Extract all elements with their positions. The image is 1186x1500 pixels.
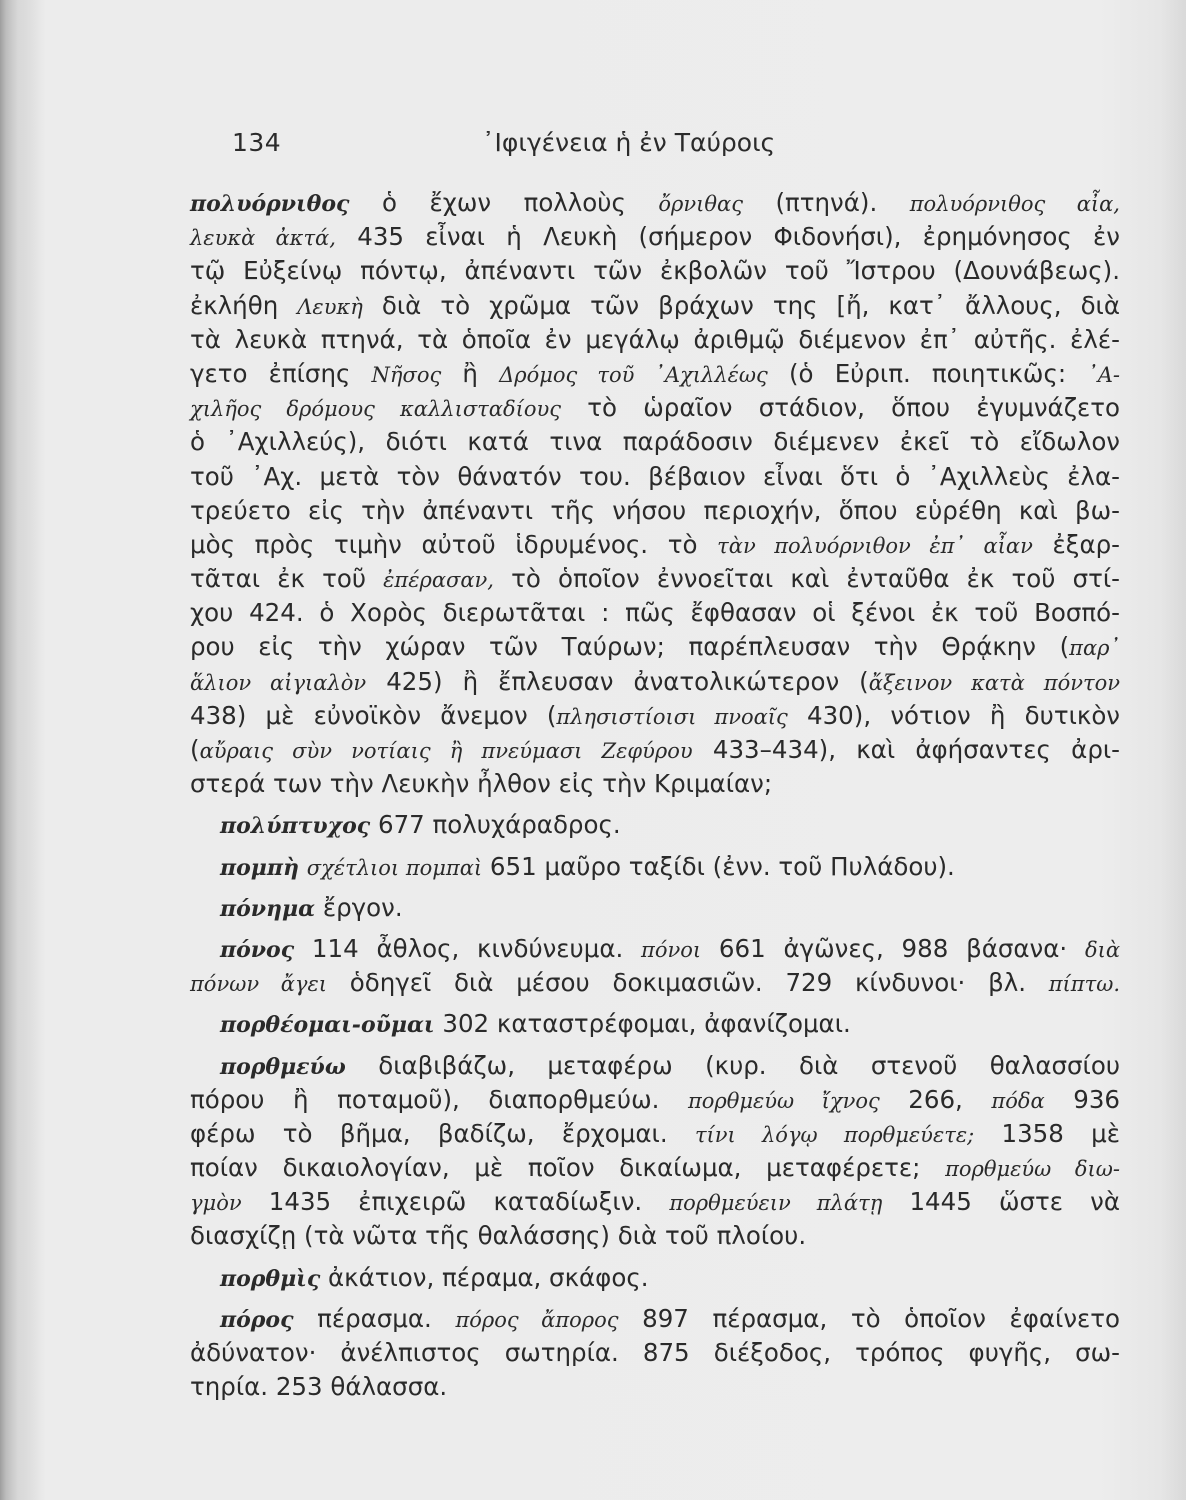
text-line (190, 630, 1120, 664)
text-run: τὰ λευκὰ πτηνά, τὰ ὁποῖα ἐν μεγάλῳ ἀριθμῷ διέμενον ἐπ᾿ αὐτῆς. ἐλέ- (190, 324, 1120, 354)
text-line (190, 1117, 1120, 1151)
quoted-phrase: τὰν πολυόρνιθον ἐπ᾿ αἶαν (717, 533, 1033, 558)
text-run: ἀκάτιον, πέραμα, σκάφος. (320, 1262, 649, 1292)
quoted-phrase: διὰ (1084, 937, 1121, 962)
text-run: ὁ ἔχων πολλοὺς (349, 188, 659, 217)
text-run: 425) ἢ ἔπλευσαν ἀνατολικώτερον ( (366, 666, 869, 696)
text-line (190, 323, 1120, 357)
text-run: 114 ἆθλος, κινδύνευμα. (294, 933, 642, 963)
text-line (190, 596, 1120, 630)
text-run: τῷ Εὐξείνῳ πόντῳ, ἀπέναντι τῶν ἐκβολῶν τοῦ Ἴστρου (Δουνάβεως). (190, 256, 1120, 286)
text-line (190, 460, 1120, 494)
text-run: 266, (879, 1084, 992, 1114)
quoted-phrase: Λευκὴ (297, 294, 363, 319)
text-run: χου 424. ὁ Χορὸς διερωτᾶται : πῶς ἔφθασαν οἱ ξένοι ἐκ τοῦ Βοσπό- (190, 598, 1120, 628)
text-line (190, 932, 1120, 966)
text-line (190, 665, 1120, 699)
running-header (232, 128, 812, 168)
text-line (190, 186, 1120, 220)
text-run: 430), νότιον ἢ δυτικὸν (787, 700, 1120, 730)
text-run: διαβιβάζω, μεταφέρω (κυρ. διὰ στενοῦ θαλασσίου (345, 1050, 1120, 1080)
text-line (190, 808, 1120, 842)
text-line (190, 1007, 1120, 1041)
headword: πολύπτυχος (220, 813, 371, 840)
text-line (190, 767, 1120, 801)
text-run: ἐξαρ- (1032, 529, 1120, 559)
text-run: 677 πολυχάραδρος. (370, 810, 621, 840)
quoted-phrase: ἄξεινον κατὰ πόντον (868, 670, 1120, 695)
quoted-phrase: πορθμεύω διω- (945, 1157, 1120, 1182)
quoted-phrase: λευκὰ ἀκτά, (190, 226, 336, 251)
text-run: 651 μαῦρο ταξίδι (ἐνν. τοῦ Πυλάδου). (482, 851, 955, 881)
quoted-phrase: αὔραις σὺν νοτίαις ἢ πνεύμασι Ζεφύρου (199, 739, 693, 763)
text-line (190, 562, 1120, 596)
headword: πορθμὶς (220, 1265, 321, 1292)
quoted-phrase: πόνων ἄγει (190, 972, 327, 997)
text-run: 433–434), καὶ ἀφήσαντες ἀρι- (692, 735, 1121, 764)
text-line (190, 891, 1120, 925)
headword: πομπὴ (220, 854, 299, 881)
text-run: ἢ (441, 358, 500, 388)
text-line (190, 391, 1120, 425)
text-line (190, 733, 1120, 767)
headword: πορθέομαι-οῦμαι (220, 1012, 435, 1039)
text-line (190, 289, 1120, 323)
quoted-phrase: πίπτω. (1048, 972, 1120, 997)
quoted-phrase: πλησιστίοισι πνοαῖς (556, 704, 788, 729)
headword: πόνημα (220, 895, 316, 922)
page-spine-shadow (0, 0, 46, 1500)
text-run: ἀδύνατον· ἀνέλπιστος σωτηρία. 875 διέξοδος, τρόπος φυγῆς, σω- (190, 1338, 1120, 1367)
text-run: 302 καταστρέφομαι, ἀφανίζομαι. (434, 1009, 851, 1039)
quoted-phrase: πολυόρνιθος αἶα, (909, 192, 1120, 216)
text-run: 897 πέρασμα, τὸ ὁποῖον ἐφαίνετο (618, 1303, 1120, 1333)
text-run: τὸ ὁποῖον ἐννοεῖται καὶ ἐνταῦθα ἐκ τοῦ στί- (493, 564, 1120, 594)
quoted-phrase: πορθμεύειν πλάτῃ (669, 1191, 883, 1216)
text-line (190, 1261, 1120, 1295)
text-line (190, 1336, 1120, 1370)
quoted-phrase: τίνι λόγῳ πορθμεύετε; (694, 1122, 975, 1147)
text-run: φέρω τὸ βῆμα, βαδίζω, ἔρχομαι. (190, 1118, 695, 1148)
quoted-phrase: πόνοι (641, 937, 702, 962)
quoted-phrase: σχέτλιοι πομπαὶ (306, 855, 483, 880)
headword: πολυόρνιθος (190, 191, 350, 217)
text-line (190, 1083, 1120, 1117)
text-run: (ὁ Εὐριπ. ποιητικῶς: (767, 358, 1088, 388)
quoted-phrase: γμὸν (190, 1191, 242, 1216)
text-run: (πτηνά). (742, 188, 910, 217)
quoted-phrase: πορθμεύω ἴχνος (687, 1088, 880, 1113)
text-run: τρεύετο εἰς τὴν ἀπέναντι τῆς νήσου περιοχήν, ὅπου εὑρέθη καὶ βω- (190, 495, 1120, 525)
quoted-phrase: Δρόμος τοῦ ᾿Αχιλλέως (499, 362, 768, 387)
text-run: 1358 μὲ (974, 1118, 1120, 1148)
text-line (190, 850, 1120, 884)
headword: πορθμεύω (220, 1053, 346, 1080)
text-run: πέρασμα. (293, 1303, 456, 1333)
quoted-phrase: παρ᾿ (1069, 636, 1120, 661)
text-line (190, 1370, 1120, 1404)
text-run: 936 (1044, 1084, 1120, 1114)
quoted-phrase: ᾿Α- (1087, 362, 1121, 387)
quoted-phrase: χιλῆος δρόμους καλλισταδίους (190, 397, 562, 422)
quoted-phrase: πόδα (991, 1088, 1045, 1113)
quoted-phrase: ἐπέρασαν, (383, 568, 494, 593)
text-run: ὁδηγεῖ διὰ μέσου δοκιμασιῶν. 729 κίνδυνοι· βλ. (326, 968, 1049, 998)
text-run: 1445 ὥστε νὰ (882, 1187, 1121, 1217)
headword: πόρος (220, 1306, 294, 1333)
text-line (190, 966, 1120, 1000)
text-line (190, 1185, 1120, 1219)
text-run: ποίαν δικαιολογίαν, μὲ ποῖον δικαίωμα, μεταφέρετε; (190, 1153, 946, 1183)
text-line (190, 1219, 1120, 1253)
text-line (190, 254, 1120, 288)
text-run: 661 ἀγῶνες, 988 βάσανα· (701, 933, 1085, 963)
text-run: διὰ τὸ χρῶμα τῶν βράχων της [ἤ, κατ᾿ ἄλλους, διὰ (362, 290, 1120, 320)
text-run (299, 852, 307, 881)
text-line (190, 1151, 1120, 1185)
text-run: τᾶται ἐκ τοῦ (190, 564, 384, 594)
text-run: 438) μὲ εὐνοϊκὸν ἄνεμον ( (190, 700, 557, 730)
quoted-phrase: Νῆσος (371, 362, 442, 387)
text-run: γετο ἐπίσης (190, 358, 372, 388)
quoted-phrase: ὄρνιθας (658, 192, 743, 216)
text-line (190, 1302, 1120, 1336)
text-line (190, 494, 1120, 528)
quoted-phrase: ἅλιον αἰγιαλὸν (190, 670, 367, 695)
text-run: τὸ ὡραῖον στάδιον, ὅπου ἐγυμνάζετο (561, 393, 1121, 423)
text-run: ἔργον. (315, 892, 403, 922)
text-run: τοῦ ᾿Αχ. μετὰ τὸν θάνατόν του. βέβαιον εἶναι ὅτι ὁ ᾿Αχιλλεὺς ἐλα- (190, 461, 1120, 491)
text-line (190, 528, 1120, 562)
text-line (190, 699, 1120, 733)
text-line (190, 357, 1120, 391)
text-run: διασχίζῃ (τὰ νῶτα τῆς θαλάσσης) διὰ τοῦ πλοίου. (190, 1221, 807, 1251)
page-number: 134 (232, 128, 282, 157)
text-run: ρου εἰς τὴν χώραν τῶν Ταύρων; παρέπλευσαν τὴν Θρᾴκην ( (190, 632, 1070, 662)
text-run: τηρία. 253 θάλασσα. (190, 1372, 448, 1402)
text-run: στερά των τὴν Λευκὴν ἦλθον εἰς τὴν Κριμαίαν; (190, 769, 773, 799)
text-line (190, 425, 1120, 459)
text-run: μὸς πρὸς τιμὴν αὐτοῦ ἱδρυμένος. τὸ (190, 529, 718, 559)
headword: πόνος (220, 936, 295, 963)
glossary-text (190, 186, 1120, 1404)
text-run: ( (190, 735, 200, 764)
text-run: 1435 ἐπιχειρῶ καταδίωξιν. (241, 1187, 670, 1217)
text-run: ἐκλήθη (190, 290, 298, 320)
text-line (190, 1049, 1120, 1083)
text-run: 435 εἶναι ἡ Λευκὴ (σήμερον Φιδονήσι), ἐρημόνησος ἐν (335, 222, 1120, 252)
running-title: ᾿Ιφιγένεια ἡ ἐν Ταύροις (482, 128, 776, 157)
text-line (190, 220, 1120, 254)
text-run: πόρου ἢ ποταμοῦ), διαπορθμεύω. (190, 1084, 688, 1114)
text-run: ὁ ᾿Αχιλλεύς), διότι κατά τινα παράδοσιν διέμενεν ἐκεῖ τὸ εἴδωλον (190, 427, 1120, 457)
quoted-phrase: πόρος ἄπορος (455, 1307, 619, 1332)
